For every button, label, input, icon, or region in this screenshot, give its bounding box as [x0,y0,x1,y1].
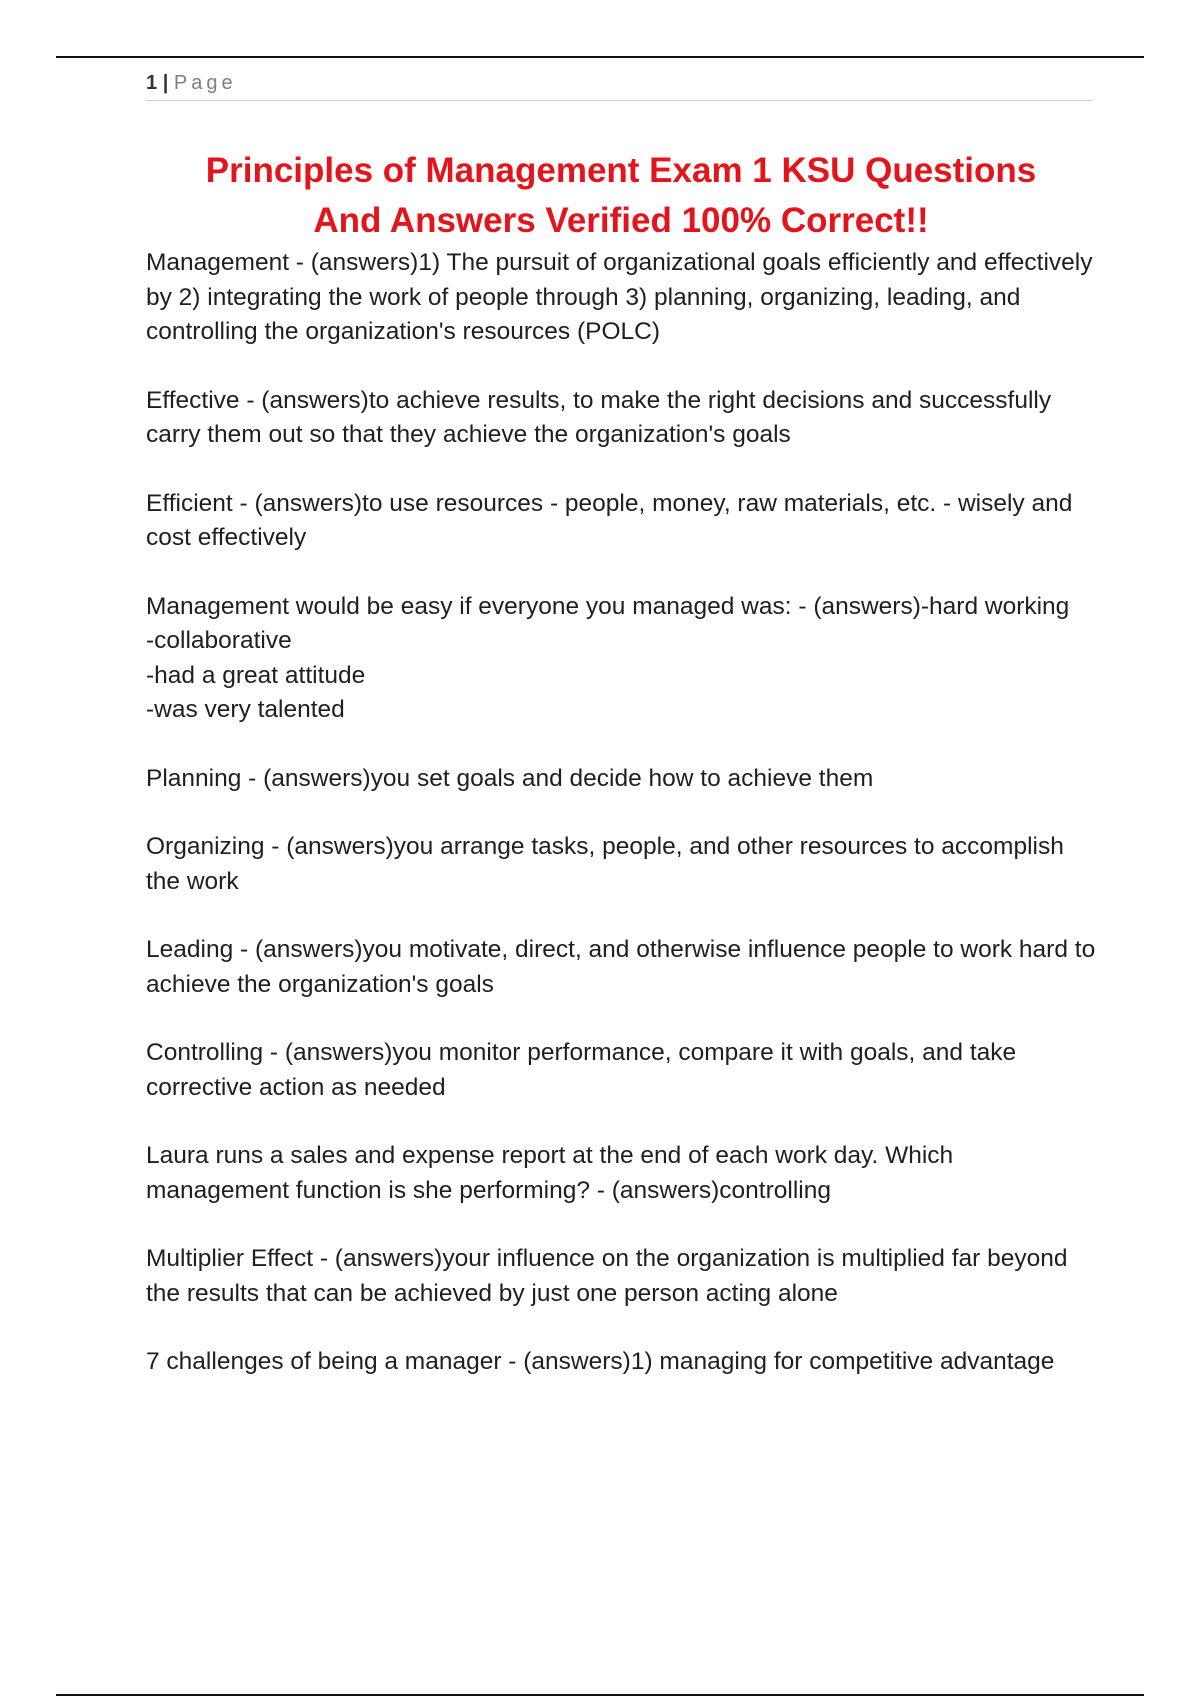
qa-entry-leading: Leading - (answers)you motivate, direct, and otherwise influence people to work hard to achieve the organization's goals [146,936,1096,998]
document-title-line-1: Principles of Management Exam 1 KSU Questions [205,151,1037,190]
document-body [146,146,1096,1414]
page-number: 1 [146,72,158,94]
qa-entry-effective: Effective - (answers)to achieve results, to make the right decisions and successfully carry them out so that they achieve the organization's goals [146,386,1052,448]
top-rule [56,56,1144,58]
page-label: Page [173,72,237,94]
qa-entry-controlling: Controlling - (answers)you monitor performance, compare it with goals, and take corrective action as needed [146,1039,1017,1101]
qa-entry-management: Management - (answers)1) The pursuit of organizational goals efficiently and effectively by 2) integrating the work of people through 3) planning, organizing, leading, and controlling the organization's resources (POLC) [146,249,1093,345]
page-separator: | [162,72,169,94]
qa-entry-efficient: Efficient - (answers)to use resources - people, money, raw materials, etc. - wisely and cost effectively [146,489,1073,551]
qa-entry-seven-challenges: 7 challenges of being a manager - (answers)1) managing for competitive advantage [146,1348,1055,1375]
qa-entry-laura: Laura runs a sales and expense report at the end of each work day. Which management function is she performing? - (answers)controlling [146,1142,954,1204]
bottom-rule [56,1694,1144,1696]
document-title-line-2: And Answers Verified 100% Correct!! [313,201,929,240]
page-header [146,70,1093,101]
document-title [146,146,1096,246]
qa-entry-organizing: Organizing - (answers)you arrange tasks, people, and other resources to accomplish the work [146,833,1064,895]
qa-entry-multiplier-effect: Multiplier Effect - (answers)your influence on the organization is multiplied far beyond the results that can be achieved by just one person acting alone [146,1245,1068,1307]
qa-entry-easy-management: Management would be easy if everyone you managed was: - (answers)-hard working -collaborative -had a great attitude -was very talented [146,592,1070,723]
qa-entry-planning: Planning - (answers)you set goals and decide how to achieve them [146,764,874,792]
